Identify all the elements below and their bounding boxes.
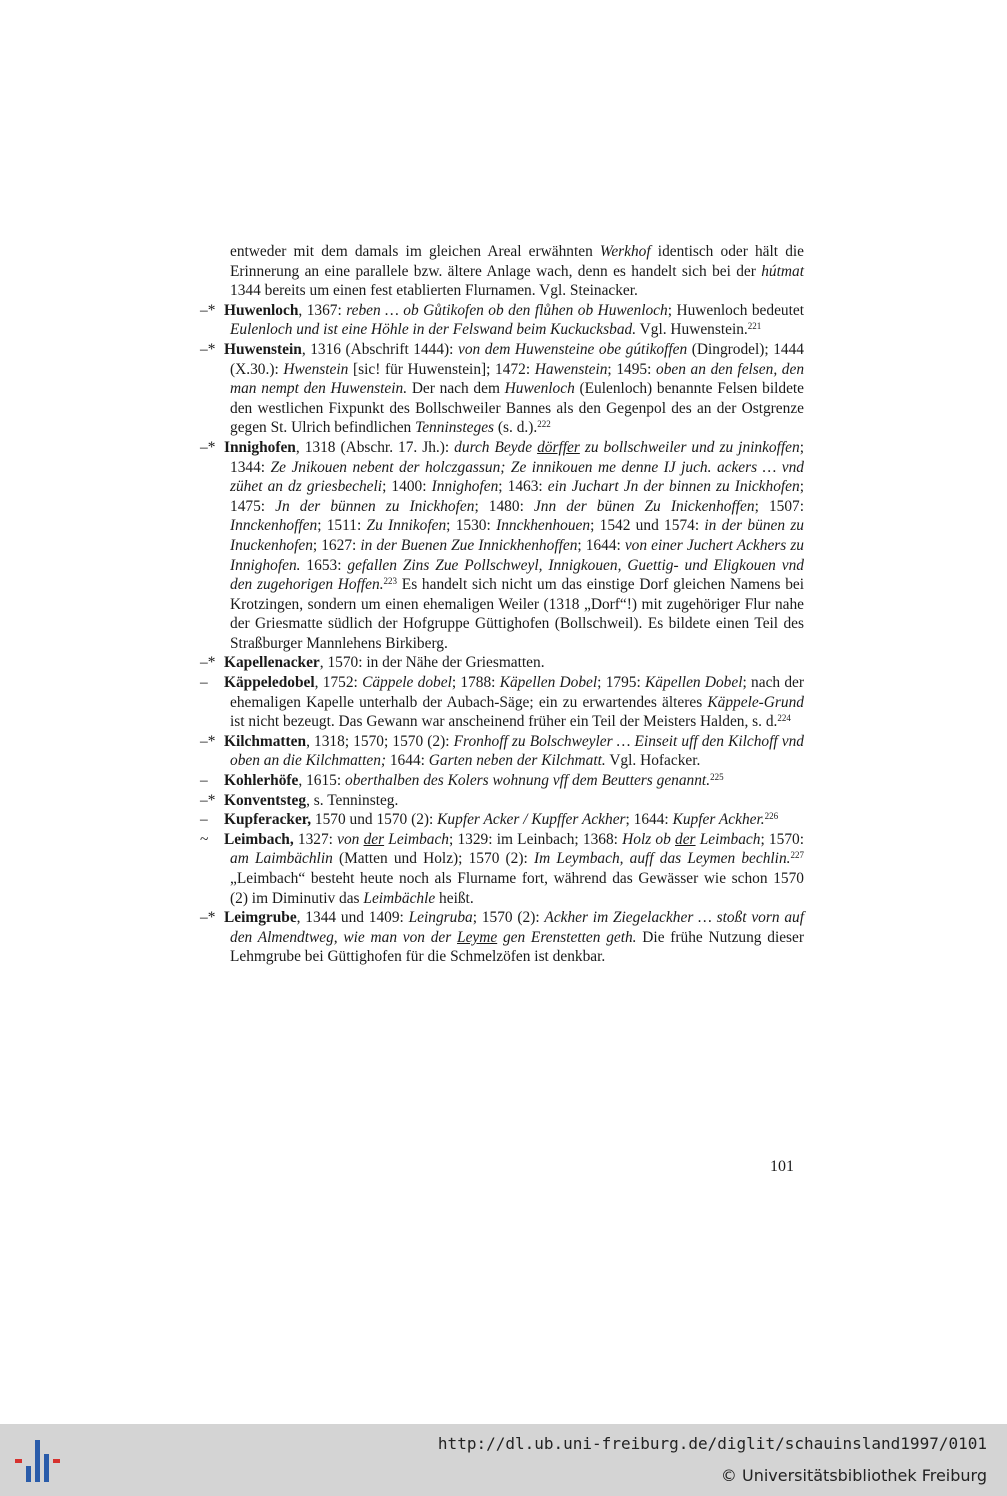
entry-body: , 1615: oberthalben des Kolers wohnung vff dem Beutters genannt.$^{225}$	[298, 772, 724, 790]
entry-body: , 1570: in der Nähe der Griesmatten.	[319, 654, 545, 672]
library-logo-icon	[12, 1438, 64, 1484]
glossary-entries	[200, 301, 804, 967]
entry-marker: –	[200, 772, 208, 790]
entry-marker: –	[200, 674, 208, 692]
entry-term: Huwenloch	[224, 301, 299, 319]
entry-term: Konventsteg	[224, 791, 307, 809]
entry-marker: –*	[200, 301, 216, 319]
entry-body: , 1316 (Abschrift 1444): von dem Huwensteine obe gútikoffen (Dingrodel); 1444 (X.30.): Hwenstein [sic! für Huwenstein]; 1472: Hawenstein; 1495: oben an den felsen, den man nempt den Huwenstein. Der nach dem Huwenloch (Eulenloch) benannte Felsen bildete den westlichen Fixpunkt des Bollschweiler Bannes als den Gegenpol des an der Ostgrenze gegen St. Ulrich befindlichen Tenninsteges (s. d.).$^{222}$	[230, 340, 805, 437]
footer-bar	[0, 1424, 1007, 1496]
glossary-entry	[200, 438, 804, 654]
intro-part-1: entweder mit dem damals im gleichen Areal erwähnten Werkhof identisch oder hält die Erinnerung an eine parallele bzw. ältere Anlage wach, denn es handelt sich bei der hútmat 1344 bereits um einen fest etablierten Flurnamen. Vgl. Steinacker.	[230, 243, 804, 300]
page-body	[200, 242, 804, 967]
entry-body: 1570 und 1570 (2): Kupfer Acker / Kupffer Ackher; 1644: Kupfer Ackher.$^{226}$	[311, 811, 779, 829]
entry-marker: –*	[200, 909, 216, 927]
footer-url-link[interactable]: http://dl.ub.uni-freiburg.de/diglit/schauinsland1997/0101	[437, 1434, 987, 1453]
glossary-entry	[200, 653, 804, 673]
glossary-entry	[200, 908, 804, 967]
entry-body: , 1318; 1570; 1570 (2): Fronhoff zu Bolschweyler … Einseit uff den Kilchoff vnd oben an die Kilchmatten; 1644: Garten neben der Kilchmatt. Vgl. Hofacker.	[230, 732, 804, 770]
entry-marker: –*	[200, 732, 216, 750]
entry-marker: –*	[200, 340, 216, 358]
page-number: 101	[770, 1158, 794, 1175]
entry-body: , s. Tenninsteg.	[306, 791, 399, 809]
entry-marker: –	[200, 811, 208, 829]
entry-body: , 1752: Cäppele dobel; 1788: Käpellen Dobel; 1795: Käpellen Dobel; nach der ehemaligen Kapelle unterhalb der Aubach-Säge; ein zu erwartendes älteres Käppele-Grund ist nicht bezeugt. Das Gewann war anscheinend früher ein Teil der Meisters Halden, s. d.$^{224}$	[230, 674, 805, 731]
glossary-entry	[200, 791, 804, 811]
entry-marker: ~	[200, 830, 209, 848]
entry-marker: –*	[200, 791, 216, 809]
entry-term: Innighofen	[224, 438, 296, 456]
entry-marker: –*	[200, 438, 216, 456]
entry-term: Leimbach,	[224, 830, 294, 848]
entry-term: Huwenstein	[224, 340, 302, 358]
entry-body: 1327: von der Leimbach; 1329: im Leinbach; 1368: Holz ob der Leimbach; 1570: am Laimbächlin (Matten und Holz); 1570 (2): Im Leymbach, auff das Leymen bechlin.$^{227}$ „Leimbach“ besteht heute noch als Flurname fort, während das Gewässer wie schon 1570 (2) im Diminutiv das Leimbächle heißt.	[230, 830, 805, 907]
glossary-entry	[200, 771, 804, 791]
glossary-entry	[200, 301, 804, 340]
entry-term: Käppeledobel	[224, 674, 315, 692]
footer-copyright: © Universitätsbibliothek Freiburg	[720, 1466, 987, 1485]
entry-term: Kohlerhöfe	[224, 772, 299, 790]
entry-term: Kupferacker,	[224, 811, 312, 829]
entry-body: , 1318 (Abschr. 17. Jh.): durch Beyde dörffer zu bollschweiler und zu jninkoffen; 1344: Ze Jnikouen nebent der holczgassun; Ze innikouen me denne IJ juch. ackers … vnd zühet an dz griesbecheli; 1400: Innighofen; 1463: ein Juchart Jn der binnen zu Inickhofen; 1475: Jn der bünnen zu Inickhofen; 1480: Jnn der bünen Zu Inickenhoffen; 1507: Innckenhoffen; 1511: Zu Innikofen; 1530: Innckhenhouen; 1542 und 1574: in der bünen zu Inuckenhofen; 1627: in der Buenen Zue Innickhenhoffen; 1644: von einer Juchert Ackhers zu Innighofen. 1653: gefallen Zins Zue Pollschweyl, Innigkouen, Guettig- und Eligkouen vnd den zugehorigen Hoffen.$^{223}$ Es handelt sich nicht um das einstige Dorf gleichen Namens bei Krotzingen, sondern um einen ehemaligen Weiler (1318 „Dorf“!) mit zugehöriger Flur nahe der Griesmatte südlich der Hofgruppe Güttighofen (Bollschweil). Es bildete einen Teil des Straßburger Mannlehens Birkiberg.	[230, 438, 805, 652]
entry-body: , 1344 und 1409: Leingruba; 1570 (2): Ackher im Ziegelackher … stoßt vorn auf den Almendtweg, wie man von der Leyme gen Erenstetten geth. Die frühe Nutzung dieser Lehmgrube bei Güttighofen für die Schmelzöfen ist denkbar.	[230, 909, 805, 966]
entry-term: Leimgrube	[224, 909, 297, 927]
glossary-entry	[200, 673, 804, 732]
glossary-entry	[200, 810, 804, 830]
entry-marker: –*	[200, 654, 216, 672]
glossary-entry	[200, 732, 804, 771]
entry-term: Kapellenacker	[224, 654, 320, 672]
intro-paragraph	[200, 242, 804, 301]
entry-body: , 1367: reben … ob Gůtikofen ob den flůhen ob Huwenloch; Huwenloch bedeutet Eulenloch und ist eine Höhle in der Felswand beim Kuckucksbad. Vgl. Huwenstein.$^{221}$	[230, 301, 804, 339]
glossary-entry	[200, 340, 804, 438]
glossary-entry	[200, 830, 804, 908]
entry-term: Kilchmatten	[224, 732, 307, 750]
